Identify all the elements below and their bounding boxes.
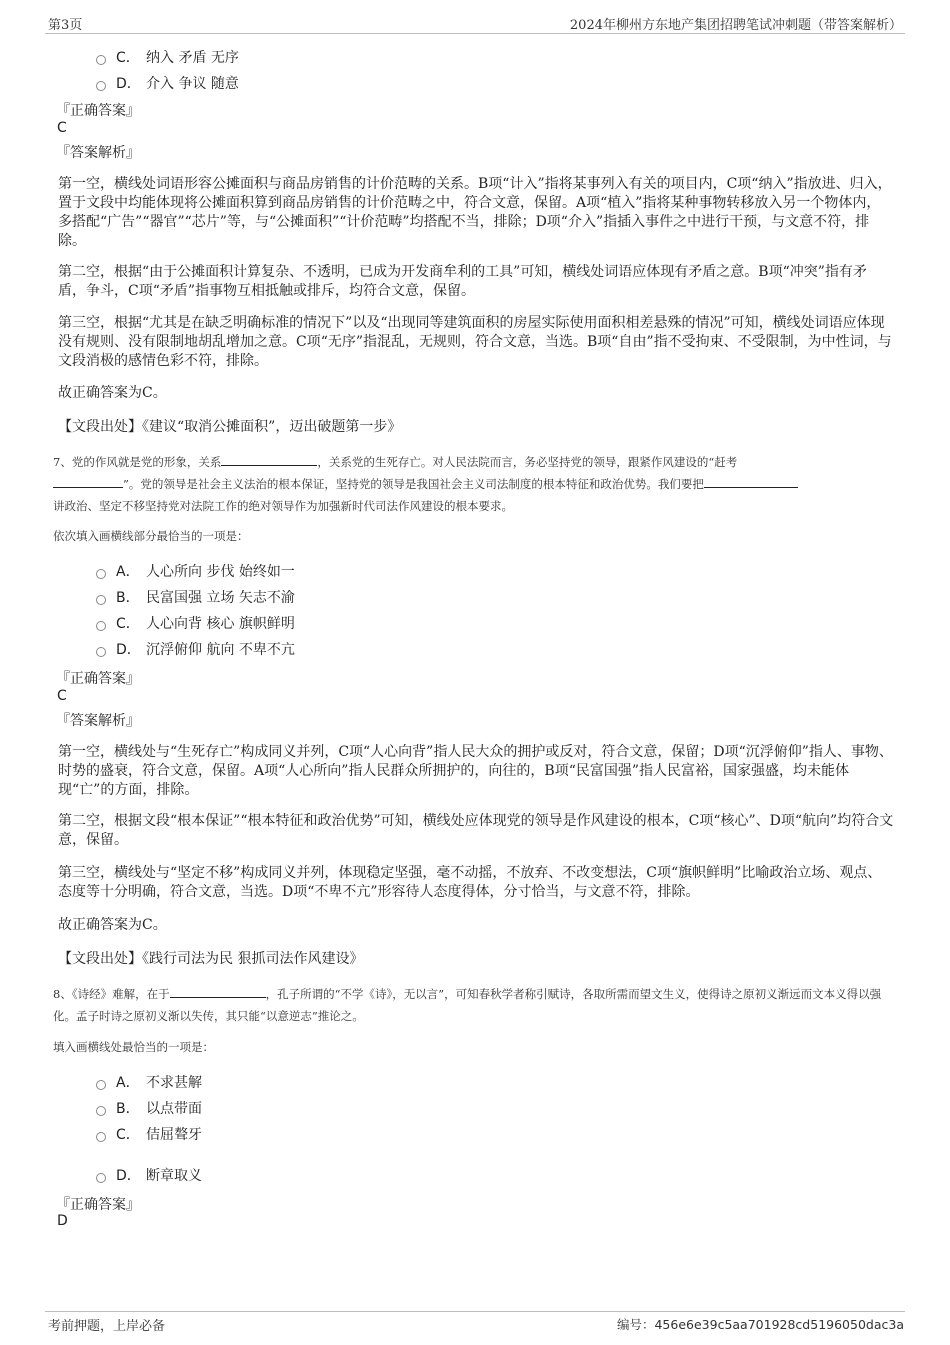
document-title: 2024年柳州方东地产集团招聘笔试冲刺题（带答案解析） — [569, 18, 902, 33]
q6-answer-label: 『正确答案』 — [56, 103, 140, 119]
q7-stem: 7、党的作风就是党的形象，关系 ，关系党的生死存亡。对人民法院而言，务必坚持党的领导，跟紧作风建设的“赶考 ”。党的领导是社会主义法治的根本保证，坚持党的领导是我国社会主义司法制度的根本特征和政治优势。我们要把 讲政治、坚定不移坚持党对法院工作的绝对领导作为加强新时代司法作风建设的根本要求。 — [53, 451, 898, 517]
q6-conclusion: 故正确答案为C。 — [58, 385, 167, 401]
q6-analysis-p2: 第二空，根据“由于公摊面积计算复杂、不透明，已成为开发商牟利的工具”可知，横线处词语应体现有矛盾之意。B项“冲突”指有矛盾，争斗，C项“矛盾”指事物互相抵触或排斥，均符合文意，保留。 — [58, 264, 867, 299]
q8-option-b[interactable]: B． 以点带面 — [96, 1098, 202, 1118]
radio-icon[interactable] — [96, 81, 106, 91]
q6-analysis-p1: 第一空，横线处词语形容公摊面积与商品房销售的计价范畴的关系。B项“计入”指将某事列入有关的项目内，C项“纳入”指放进、归入，置于文段中均能体现将公摊面积算到商品房销售的计价范畴之中，符合文意，保留。A项“植入”指将某种事物转移放入另一个物体内，多搭配“广告”“器官”“芯片”等，与“公摊面积”“计价范畴”均搭配不当，排除；D项“介入”指插入事件之中进行干预，与文意不符，排除。 — [58, 176, 892, 249]
radio-icon[interactable] — [96, 1132, 106, 1142]
fill-blank — [170, 984, 266, 998]
footer-rule — [45, 1311, 905, 1312]
radio-icon[interactable] — [96, 595, 106, 605]
q6-option-d[interactable]: D． 介入 争议 随意 — [96, 73, 239, 93]
q7-prompt: 依次填入画横线部分最恰当的一项是： — [53, 529, 249, 543]
fill-blank — [53, 474, 123, 488]
radio-icon[interactable] — [96, 1173, 106, 1183]
q7-option-c[interactable]: C． 人心向背 核心 旗帜鲜明 — [96, 613, 295, 633]
q6-analysis-label: 『答案解析』 — [56, 145, 140, 161]
q6-analysis-p3: 第三空，根据“尤其是在缺乏明确标准的情况下”以及“出现同等建筑面积的房屋实际使用面积相差悬殊的情况”可知，横线处词语应体现没有规则、没有限制地胡乱增加之意。C项“无序”指混乱，无规则，符合文意，当选。B项“自由”指不受拘束、不受限制，为中性词，与文段消极的感情色彩不符，排除。 — [58, 315, 892, 369]
fill-blank — [221, 452, 317, 466]
document-id: 编号：456e6e39c5aa701928cd5196050dac3a — [616, 1317, 904, 1332]
q7-analysis-p1: 第一空，横线处与“生死存亡”构成同义并列，C项“人心向背”指人民大众的拥护或反对，符合文意，保留；D项“沉浮俯仰”指人、事物、时势的盛衰，符合文意，保留。A项“人心所向”指人民群众所拥护的，向往的，B项“民富国强”指人民富裕，国家强盛，均未能体现“亡”的方面，排除。 — [58, 744, 893, 798]
q7-answer: C — [57, 688, 67, 704]
q6-answer: C — [57, 120, 67, 136]
q7-analysis-label: 『答案解析』 — [56, 713, 140, 729]
radio-icon[interactable] — [96, 569, 106, 579]
q7-answer-label: 『正确答案』 — [56, 671, 140, 687]
footer-slogan: 考前押题，上岸必备 — [48, 1319, 166, 1334]
q7-source: 【文段出处】《践行司法为民 狠抓司法作风建设》 — [58, 951, 364, 967]
q6-option-c[interactable]: C． 纳入 矛盾 无序 — [96, 47, 239, 67]
q8-option-a[interactable]: A． 不求甚解 — [96, 1072, 202, 1092]
radio-icon[interactable] — [96, 55, 106, 65]
q7-analysis-p2: 第二空，根据文段“根本保证”“根本特征和政治优势”可知，横线处应体现党的领导是作风建设的根本，C项“核心”、D项“航向”均符合文意，保留。 — [58, 813, 894, 848]
q7-option-b[interactable]: B． 民富国强 立场 矢志不渝 — [96, 587, 295, 607]
q7-option-d[interactable]: D． 沉浮俯仰 航向 不卑不亢 — [96, 639, 295, 659]
q6-source: 【文段出处】《建议“取消公摊面积”，迈出破题第一步》 — [58, 419, 402, 435]
q7-analysis-p3: 第三空，横线处与“坚定不移”构成同义并列，体现稳定坚强，毫不动摇，不放弃、不改变想法，C项“旗帜鲜明”比喻政治立场、观点、态度等十分明确，符合文意，当选。D项“不卑不亢”形容待人态度得体，分寸恰当，与文意不符，排除。 — [58, 865, 882, 900]
q8-option-d[interactable]: D． 断章取义 — [96, 1165, 202, 1185]
q8-stem: 8、《诗经》难解，在于 ，孔子所谓的“不学《诗》，无以言”，可知春秋学者称引赋诗，各取所需而望文生义，使得诗之原初义渐远而文本义得以强化。孟子时诗之原初义渐以失传，其只能“以意逆志”推论之。 — [53, 983, 898, 1027]
q8-answer: D — [57, 1213, 68, 1229]
fill-blank — [704, 474, 798, 488]
q8-answer-label: 『正确答案』 — [56, 1197, 140, 1213]
radio-icon[interactable] — [96, 1106, 106, 1116]
q8-option-c[interactable]: C． 佶屈聱牙 — [96, 1124, 202, 1144]
q7-conclusion: 故正确答案为C。 — [58, 917, 167, 933]
q7-option-a[interactable]: A． 人心所向 步伐 始终如一 — [96, 561, 295, 581]
header-rule — [45, 33, 905, 34]
radio-icon[interactable] — [96, 647, 106, 657]
page-number: 第3页 — [48, 18, 83, 33]
radio-icon[interactable] — [96, 1080, 106, 1090]
radio-icon[interactable] — [96, 621, 106, 631]
q8-prompt: 填入画横线处最恰当的一项是： — [53, 1040, 214, 1054]
